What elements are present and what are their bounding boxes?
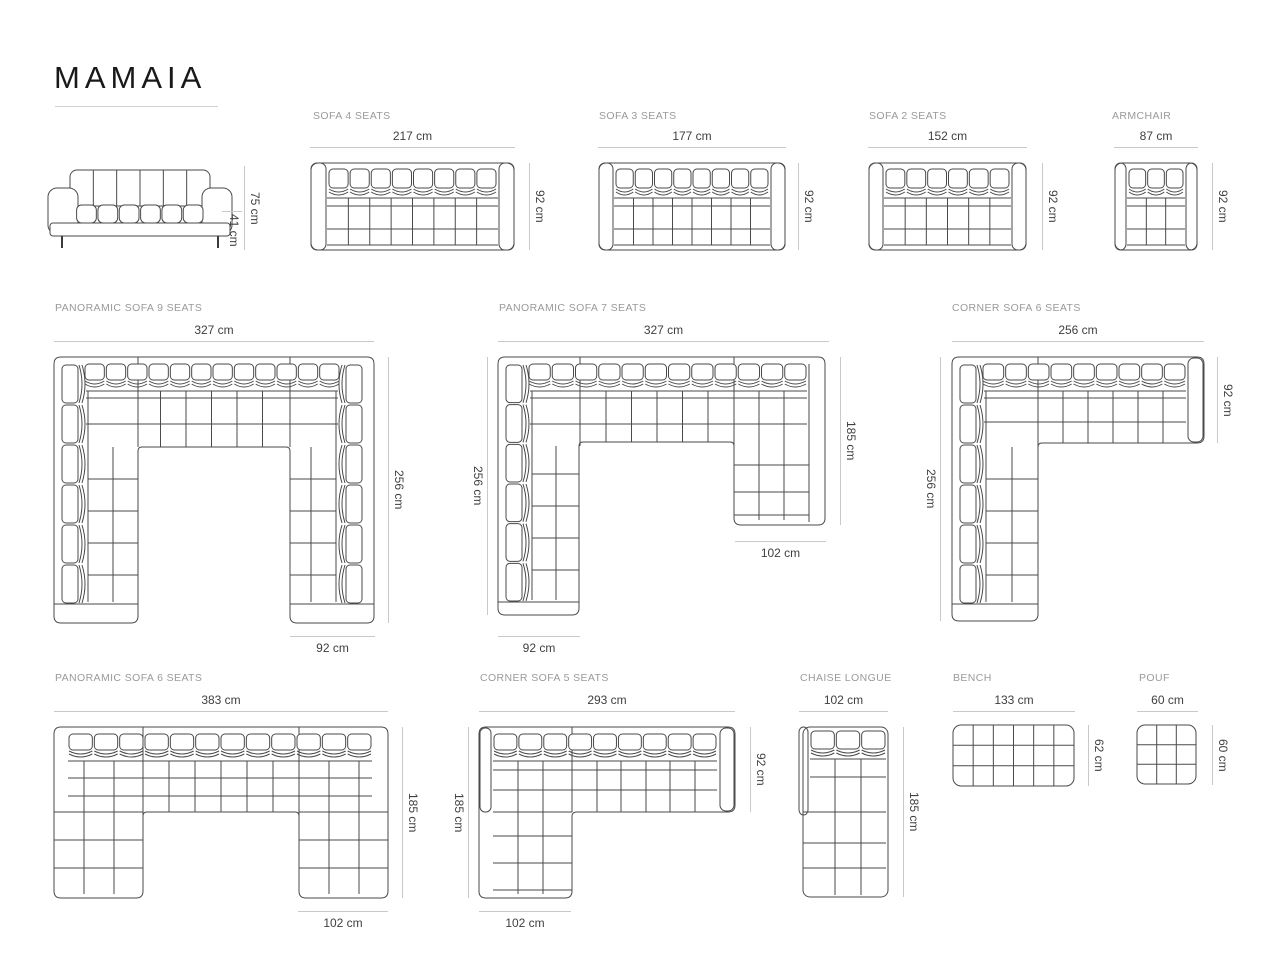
dim-text: 92 cm: [1216, 190, 1230, 223]
dim-text: 102 cm: [323, 916, 363, 930]
dim-corner5-chaise: [479, 911, 571, 930]
label-corner-sofa-6-seats: CORNER SOFA 6 SEATS: [952, 302, 1081, 314]
dim-text: 92 cm: [754, 753, 768, 786]
dim-line: [868, 147, 1027, 148]
dim-pouf-depth: [1212, 725, 1229, 785]
dim-line: [498, 341, 829, 342]
label-bench: BENCH: [953, 672, 992, 684]
dim-text: 92 cm: [1046, 190, 1060, 223]
dim-sofa2-width: [868, 129, 1027, 148]
dim-line: [940, 357, 941, 621]
dim-line: [1042, 163, 1043, 250]
dim-bench-depth: [1088, 725, 1105, 786]
dim-tick: [222, 211, 242, 212]
dim-text: 102 cm: [760, 546, 801, 560]
dim-text: 177 cm: [672, 129, 712, 143]
label-sofa-4-seats: SOFA 4 SEATS: [313, 110, 391, 122]
dim-corner5-depth: [750, 727, 767, 812]
dim-text: 256 cm: [1058, 323, 1098, 337]
sofa-2-seats-drawing: [868, 160, 1027, 252]
chaise-longue-drawing: [797, 722, 893, 904]
sofa-3-seats-drawing: [598, 160, 786, 252]
dim-text: 217 cm: [392, 129, 433, 143]
dim-line: [1217, 357, 1218, 443]
dim-panoramic6-width: [54, 693, 388, 712]
bench-drawing: [951, 722, 1079, 792]
dim-line: [952, 341, 1204, 342]
dim-text: 327 cm: [194, 323, 234, 337]
dim-panoramic7-width: [498, 323, 829, 342]
dim-line: [498, 636, 580, 637]
dim-text: 92 cm: [316, 641, 349, 655]
label-panoramic-sofa-7-seats: PANORAMIC SOFA 7 SEATS: [499, 302, 647, 314]
label-chaise-longue: CHAISE LONGUE: [800, 672, 892, 684]
title-underline: [55, 106, 218, 107]
dim-line: [799, 711, 888, 712]
dim-line: [1114, 147, 1198, 148]
dim-panoramic9-width: [54, 323, 374, 342]
dim-text: 102 cm: [505, 916, 545, 930]
dim-text: 92 cm: [522, 641, 556, 655]
dim-line: [529, 163, 530, 250]
dim-line: [298, 911, 388, 912]
panoramic-sofa-6-seats-drawing: [52, 722, 392, 908]
dim-line: [479, 711, 735, 712]
dim-text: 327 cm: [643, 323, 684, 337]
dim-line: [402, 727, 403, 898]
dim-front-seat-height: [224, 213, 240, 247]
dim-line: [735, 541, 826, 542]
dim-chaise-depth: [903, 727, 920, 897]
dim-line: [598, 147, 786, 148]
label-pouf: POUF: [1139, 672, 1170, 684]
dim-line: [487, 357, 488, 615]
dim-bench-width: [953, 693, 1075, 712]
dim-corner6-width: [952, 323, 1204, 342]
dim-sofa2-depth: [1042, 163, 1059, 250]
dim-panoramic7-chaise: [735, 541, 826, 560]
collection-title: MAMAIA: [54, 60, 207, 95]
dim-text: 60 cm: [1151, 693, 1184, 707]
sofa-front-view-drawing: [40, 162, 245, 254]
label-panoramic-sofa-6-seats: PANORAMIC SOFA 6 SEATS: [55, 672, 203, 684]
dim-text: 152 cm: [927, 129, 968, 143]
dim-armchair-depth: [1212, 163, 1229, 250]
panoramic-sofa-9-seats-drawing: [52, 352, 378, 632]
dim-text: 62 cm: [1092, 739, 1106, 772]
dim-line: [1212, 725, 1213, 785]
dim-sofa3-width: [598, 129, 786, 148]
dim-text: 92 cm: [1221, 383, 1235, 417]
dim-front-total-height: [244, 166, 261, 250]
dim-text: 75 cm: [248, 191, 262, 225]
dim-text: 102 cm: [823, 693, 864, 707]
dim-text: 92 cm: [533, 190, 547, 223]
dim-chaise-width: [799, 693, 888, 712]
dim-line: [290, 636, 375, 637]
dim-line: [798, 163, 799, 250]
dim-line: [953, 711, 1075, 712]
dim-line: [54, 341, 374, 342]
dim-text: 87 cm: [1139, 129, 1173, 143]
dim-panoramic9-depth: [388, 357, 405, 623]
dim-corner6-left-depth: [924, 357, 941, 621]
dim-line: [1212, 163, 1213, 250]
dim-corner6-depth: [1217, 357, 1234, 443]
dim-sofa4-depth: [529, 163, 546, 250]
pouf-drawing: [1135, 722, 1201, 788]
dim-line: [903, 727, 904, 897]
dim-text: 185 cm: [406, 792, 420, 833]
dim-corner5-width: [479, 693, 735, 712]
corner-sofa-5-seats-drawing: [477, 722, 739, 908]
dim-panoramic6-depth: [402, 727, 419, 898]
dim-line: [244, 166, 245, 250]
dim-line: [310, 147, 515, 148]
dim-line: [750, 727, 751, 812]
label-panoramic-sofa-9-seats: PANORAMIC SOFA 9 SEATS: [55, 302, 203, 314]
dim-text: 133 cm: [994, 693, 1034, 707]
dim-sofa4-width: [310, 129, 515, 148]
label-sofa-2-seats: SOFA 2 SEATS: [869, 110, 947, 122]
dim-text: 41 cm: [227, 213, 241, 247]
dim-text: 60 cm: [1216, 738, 1230, 772]
dim-text: 293 cm: [587, 693, 627, 707]
label-corner-sofa-5-seats: CORNER SOFA 5 SEATS: [480, 672, 609, 684]
dim-line: [468, 727, 469, 898]
dim-panoramic6-chaise: [298, 911, 388, 930]
sofa-4-seats-drawing: [310, 160, 515, 252]
armchair-drawing: [1114, 160, 1198, 252]
panoramic-sofa-7-seats-drawing: [496, 352, 832, 620]
dim-text: 256 cm: [392, 470, 406, 510]
dim-text: 256 cm: [924, 469, 938, 509]
dim-line: [388, 357, 389, 623]
dim-line: [479, 911, 571, 912]
dim-sofa3-depth: [798, 163, 815, 250]
dim-text: 185 cm: [452, 792, 466, 833]
label-sofa-3-seats: SOFA 3 SEATS: [599, 110, 677, 122]
dim-armchair-width: [1114, 129, 1198, 148]
dim-corner5-left-depth: [452, 727, 469, 898]
dim-line: [840, 357, 841, 525]
dim-panoramic7-arm: [498, 636, 580, 655]
dim-text: 383 cm: [201, 693, 241, 707]
dim-panoramic7-right-depth: [840, 357, 857, 525]
dim-panoramic7-left-depth: [471, 357, 488, 615]
label-armchair: ARMCHAIR: [1112, 110, 1172, 122]
dim-text: 185 cm: [844, 421, 858, 461]
dim-line: [1137, 711, 1198, 712]
corner-sofa-6-seats-drawing: [950, 352, 1208, 632]
dim-line: [1088, 725, 1089, 786]
dim-line: [54, 711, 388, 712]
dim-text: 256 cm: [471, 466, 485, 506]
dim-text: 92 cm: [802, 190, 816, 223]
dim-panoramic9-arm: [290, 636, 375, 655]
dim-pouf-width: [1137, 693, 1198, 712]
dim-text: 185 cm: [907, 792, 921, 832]
